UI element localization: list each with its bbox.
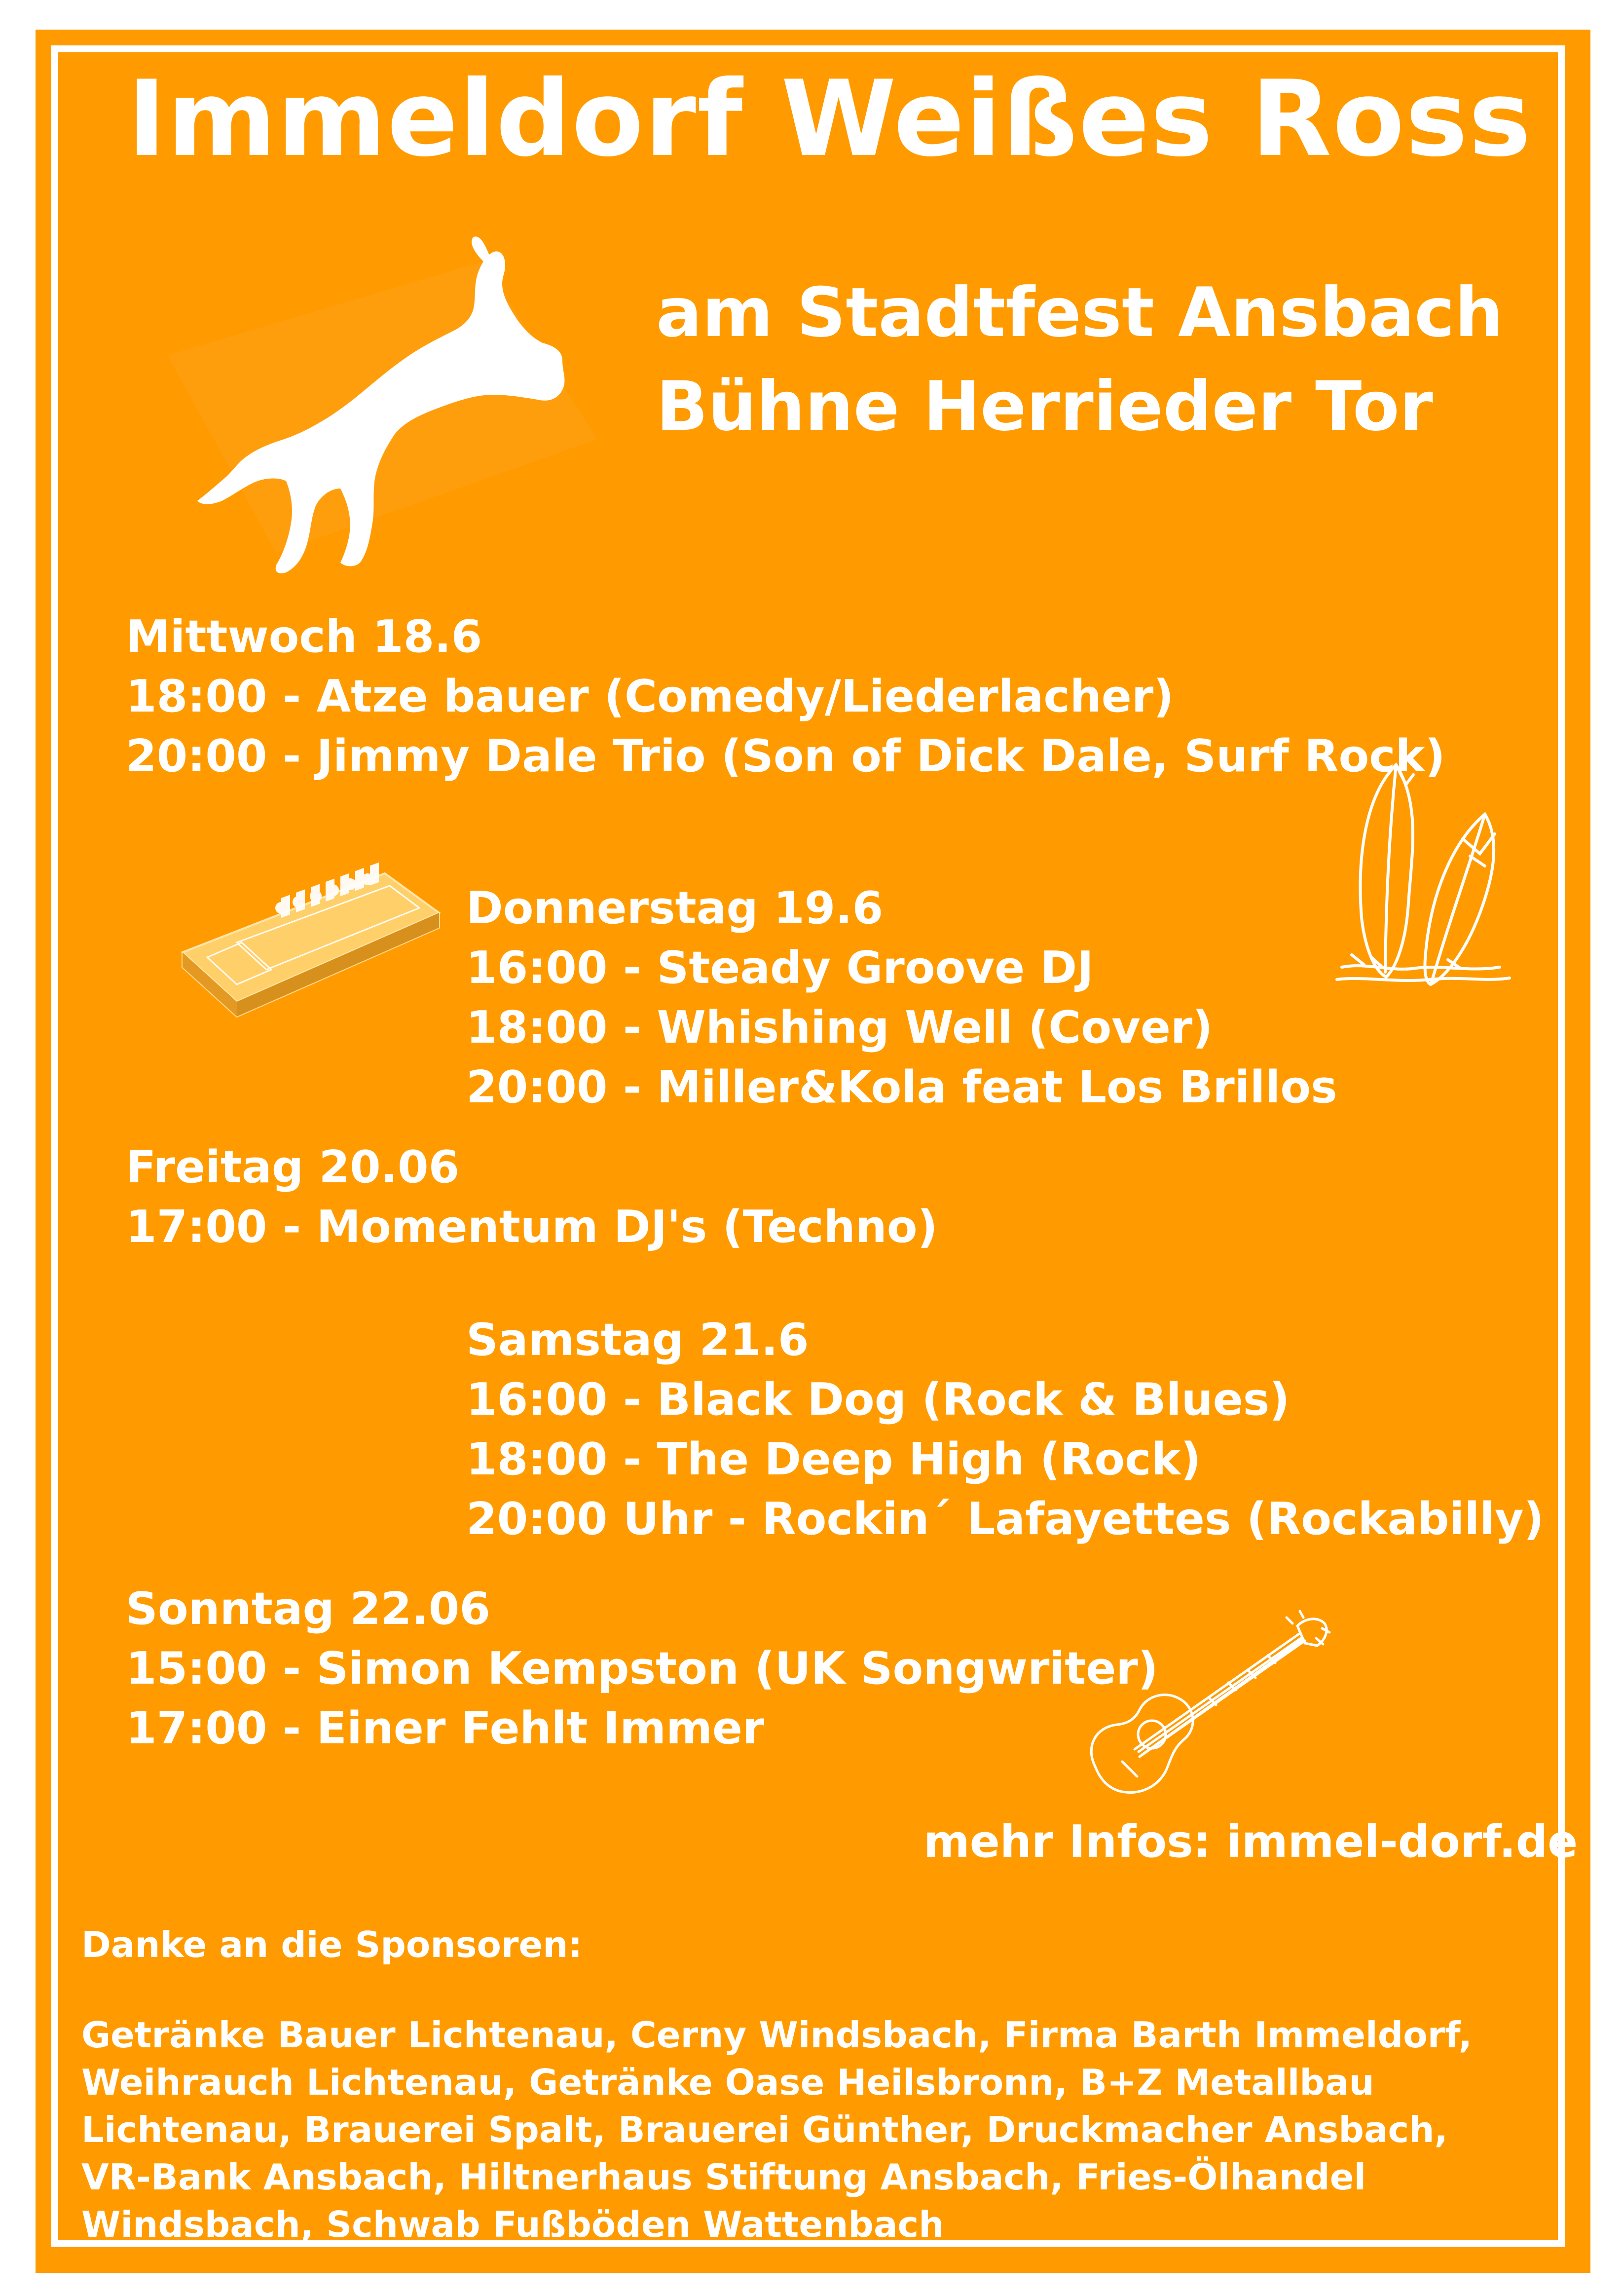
schedule-day-thursday <box>466 878 1337 1117</box>
day-heading: Freitag 20.06 <box>126 1141 460 1193</box>
act-entry: 20:00 - Miller&Kola feat Los Brillos <box>466 1061 1337 1113</box>
rearing-horse-illustration <box>128 232 622 607</box>
day-heading: Samstag 21.6 <box>466 1314 809 1366</box>
more-info-link: mehr Infos: immel-dorf.de <box>923 1816 1578 1868</box>
sponsors-list: Getränke Bauer Lichtenau, Cerny Windsbach, Firma Barth Immeldorf, Weihrauch Lichtenau, Getränke Oase Heilsbronn, B+Z Metallbau Lichtenau, Brauerei Spalt, Brauerei Günther, Druckmacher Ansbach, VR-Bank Ansbach, Hiltnerhaus Stiftung Ansbach, Fries-Ölhandel Windsbach, Schwab Fußböden Wattenbach <box>81 2014 1472 2245</box>
day-heading: Donnerstag 19.6 <box>466 882 884 934</box>
subtitle-line-1: am Stadtfest Ansbach <box>656 273 1504 352</box>
day-heading: Sonntag 22.06 <box>126 1583 490 1635</box>
act-entry: 16:00 - Black Dog (Rock & Blues) <box>466 1374 1290 1426</box>
act-entry: 20:00 - Jimmy Dale Trio (Son of Dick Dale, Surf Rock) <box>126 730 1445 782</box>
poster-title: Immeldorf Weißes Ross <box>127 58 1532 180</box>
schedule-day-friday <box>126 1137 938 1257</box>
act-entry: 17:00 - Momentum DJ's (Techno) <box>126 1201 938 1253</box>
ukulele-illustration <box>1080 1604 1337 1801</box>
act-entry: 15:00 - Simon Kempston (UK Songwriter) <box>126 1643 1158 1694</box>
act-entry: 18:00 - Atze bauer (Comedy/Liederlacher) <box>126 671 1174 722</box>
surfboards-illustration <box>1322 755 1519 1002</box>
schedule-day-wednesday <box>126 607 1445 786</box>
act-entry: 16:00 - Steady Groove DJ <box>466 942 1094 994</box>
sponsors-heading: Danke an die Sponsoren: <box>81 1924 583 1965</box>
act-entry: 20:00 Uhr - Rockin´ Lafayettes (Rockabilly) <box>466 1493 1544 1545</box>
act-entry: 17:00 - Einer Fehlt Immer <box>126 1702 765 1754</box>
act-entry: 18:00 - The Deep High (Rock) <box>466 1433 1201 1485</box>
schedule-day-sunday <box>126 1579 1158 1758</box>
schedule-day-saturday <box>466 1310 1544 1549</box>
drum-machine-illustration <box>173 859 449 1056</box>
subtitle-line-2: Bühne Herrieder Tor <box>656 367 1433 446</box>
act-entry: 18:00 - Whishing Well (Cover) <box>466 1002 1213 1054</box>
day-heading: Mittwoch 18.6 <box>126 611 482 663</box>
